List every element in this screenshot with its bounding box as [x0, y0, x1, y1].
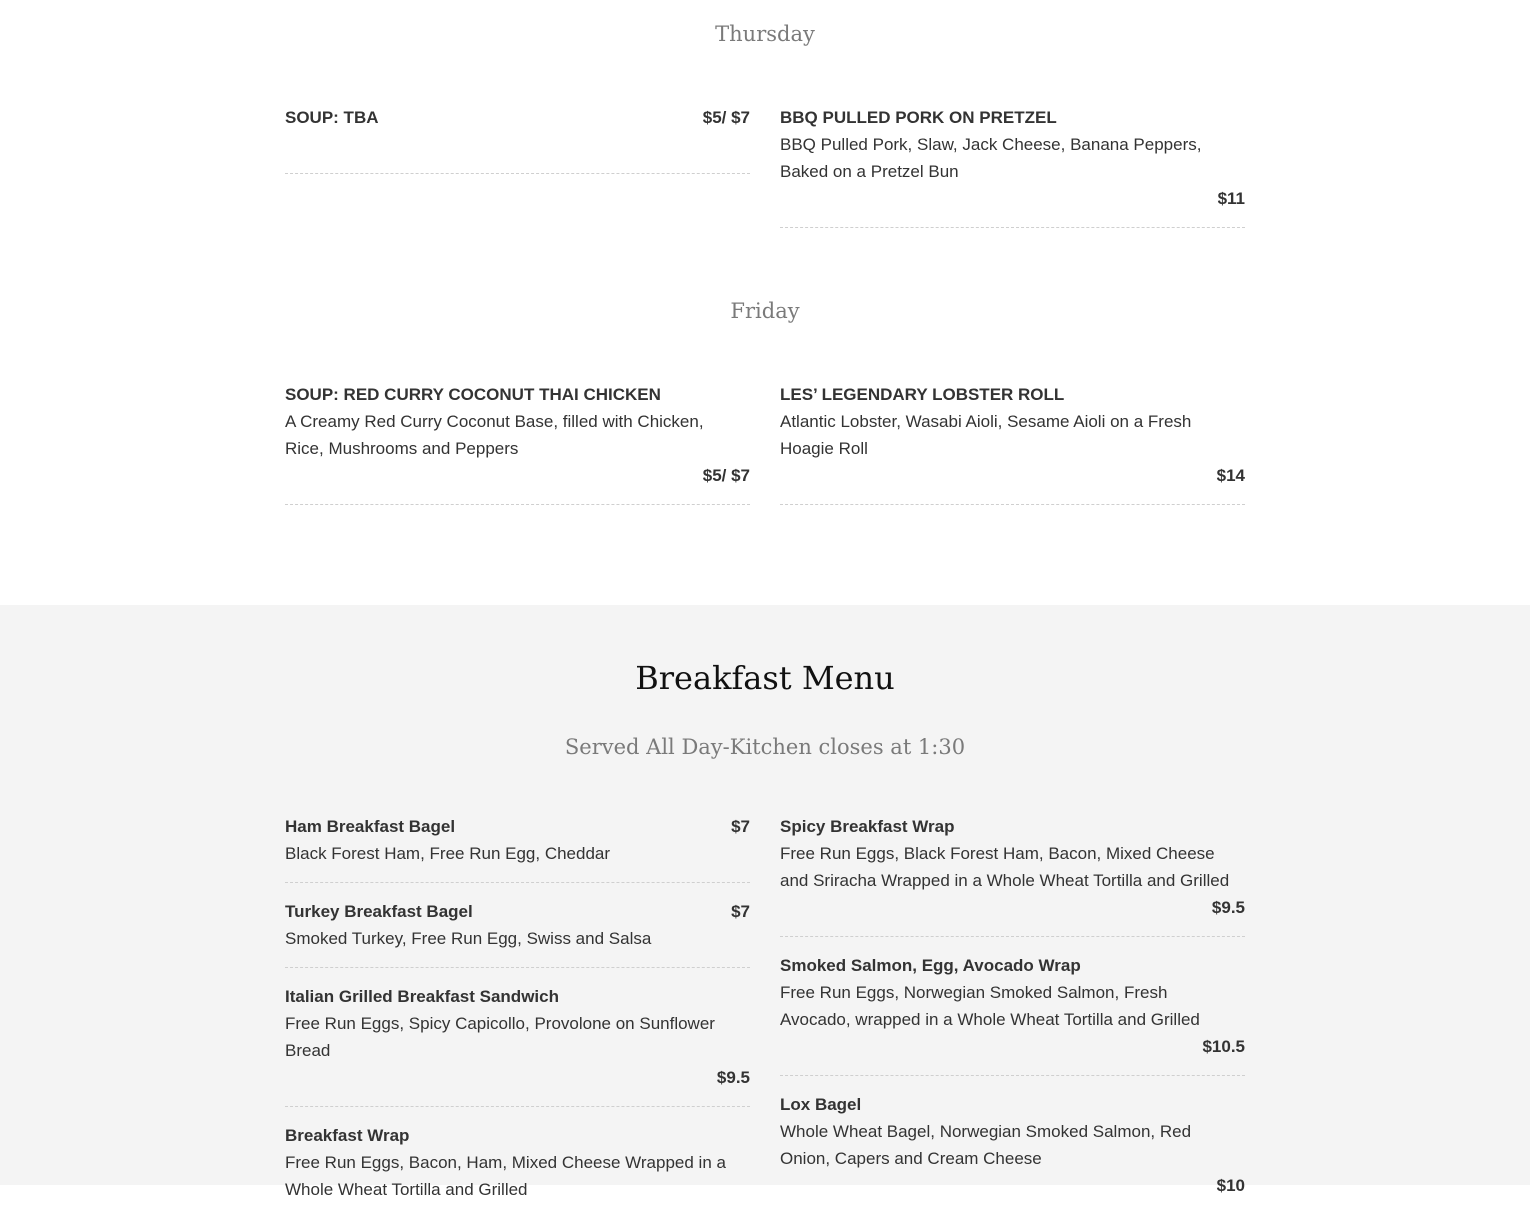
- menu-item-name: Breakfast Wrap: [285, 1126, 410, 1145]
- menu-item-price: $9.5: [716, 1068, 750, 1087]
- menu-item-price: $10: [1216, 1176, 1245, 1195]
- menu-item-price: $14: [1216, 466, 1245, 485]
- menu-item-description: Smoked Turkey, Free Run Egg, Swiss and Salsa: [285, 929, 652, 948]
- item-divider: [285, 504, 750, 505]
- menu-item-description: Atlantic Lobster, Wasabi Aioli, Sesame Aioli on a Fresh Hoagie Roll: [780, 412, 1192, 458]
- item-divider: [780, 936, 1245, 937]
- menu-item-italian-grilled-breakfast-sandwich: [285, 983, 750, 1107]
- item-divider: [285, 1106, 750, 1107]
- friday-heading: Friday: [730, 299, 800, 323]
- menu-item-bbq-pulled-pork: [780, 104, 1245, 228]
- menu-item-name: Smoked Salmon, Egg, Avocado Wrap: [780, 956, 1081, 975]
- menu-item-price: $5/ $7: [702, 108, 750, 127]
- menu-item-name: SOUP: TBA: [285, 108, 379, 127]
- thursday-heading: Thursday: [715, 22, 815, 46]
- menu-item-price: $7: [731, 902, 750, 921]
- menu-item-ham-breakfast-bagel: [285, 813, 750, 883]
- menu-item-thursday-soup: [285, 104, 750, 174]
- menu-item-name: SOUP: RED CURRY COCONUT THAI CHICKEN: [285, 385, 661, 404]
- menu-item-lobster-roll: [780, 381, 1245, 505]
- menu-item-description: Free Run Eggs, Bacon, Ham, Mixed Cheese Wrapped in a Whole Wheat Tortilla and Grilled: [285, 1153, 726, 1199]
- item-divider: [285, 882, 750, 883]
- menu-item-price: $5/ $7: [702, 466, 750, 485]
- menu-item-name: BBQ PULLED PORK ON PRETZEL: [780, 108, 1057, 127]
- menu-item-description: A Creamy Red Curry Coconut Base, filled with Chicken, Rice, Mushrooms and Peppers: [285, 412, 704, 458]
- menu-item-name: Spicy Breakfast Wrap: [780, 817, 955, 836]
- menu-item-name: Italian Grilled Breakfast Sandwich: [285, 987, 559, 1006]
- item-divider: [780, 227, 1245, 228]
- menu-item-description: BBQ Pulled Pork, Slaw, Jack Cheese, Banana Peppers, Baked on a Pretzel Bun: [780, 135, 1202, 181]
- menu-item-description: Free Run Eggs, Spicy Capicollo, Provolone on Sunflower Bread: [285, 1014, 715, 1060]
- menu-item-price: $10.5: [1202, 1037, 1245, 1056]
- menu-item-name: Ham Breakfast Bagel: [285, 817, 456, 836]
- menu-item-description: Black Forest Ham, Free Run Egg, Cheddar: [285, 844, 611, 863]
- menu-item-price: $7: [731, 817, 750, 836]
- menu-item-price: $11: [1217, 189, 1245, 208]
- menu-item-name: Lox Bagel: [780, 1095, 862, 1114]
- menu-item-name: Turkey Breakfast Bagel: [285, 902, 473, 921]
- breakfast-menu-section: [0, 605, 1530, 1199]
- menu-item-price: $9.5: [1211, 898, 1245, 917]
- menu-item-turkey-breakfast-bagel: [285, 898, 750, 968]
- menu-item-smoked-salmon-egg-avocado-wrap: [780, 952, 1245, 1076]
- menu-item-description: Free Run Eggs, Black Forest Ham, Bacon, Mixed Cheese and Sriracha Wrapped in a Whole Wheat Tortilla and Grilled: [780, 844, 1230, 890]
- item-divider: [285, 173, 750, 174]
- daily-specials-section: [0, 0, 1530, 605]
- breakfast-menu-subtitle: Served All Day-Kitchen closes at 1:30: [564, 735, 966, 759]
- menu-item-friday-soup: [285, 381, 750, 505]
- menu-item-description: Whole Wheat Bagel, Norwegian Smoked Salmon, Red Onion, Capers and Cream Cheese: [780, 1122, 1192, 1168]
- item-divider: [780, 504, 1245, 505]
- menu-item-breakfast-wrap: [285, 1122, 750, 1212]
- menu-item-spicy-breakfast-wrap: [780, 813, 1245, 937]
- breakfast-menu-title: Breakfast Menu: [635, 659, 895, 697]
- item-divider: [285, 967, 750, 968]
- menu-item-description: Free Run Eggs, Norwegian Smoked Salmon, Fresh Avocado, wrapped in a Whole Wheat Tortilla and Grilled: [780, 983, 1200, 1029]
- item-divider: [780, 1075, 1245, 1076]
- menu-item-name: LES’ LEGENDARY LOBSTER ROLL: [780, 385, 1065, 404]
